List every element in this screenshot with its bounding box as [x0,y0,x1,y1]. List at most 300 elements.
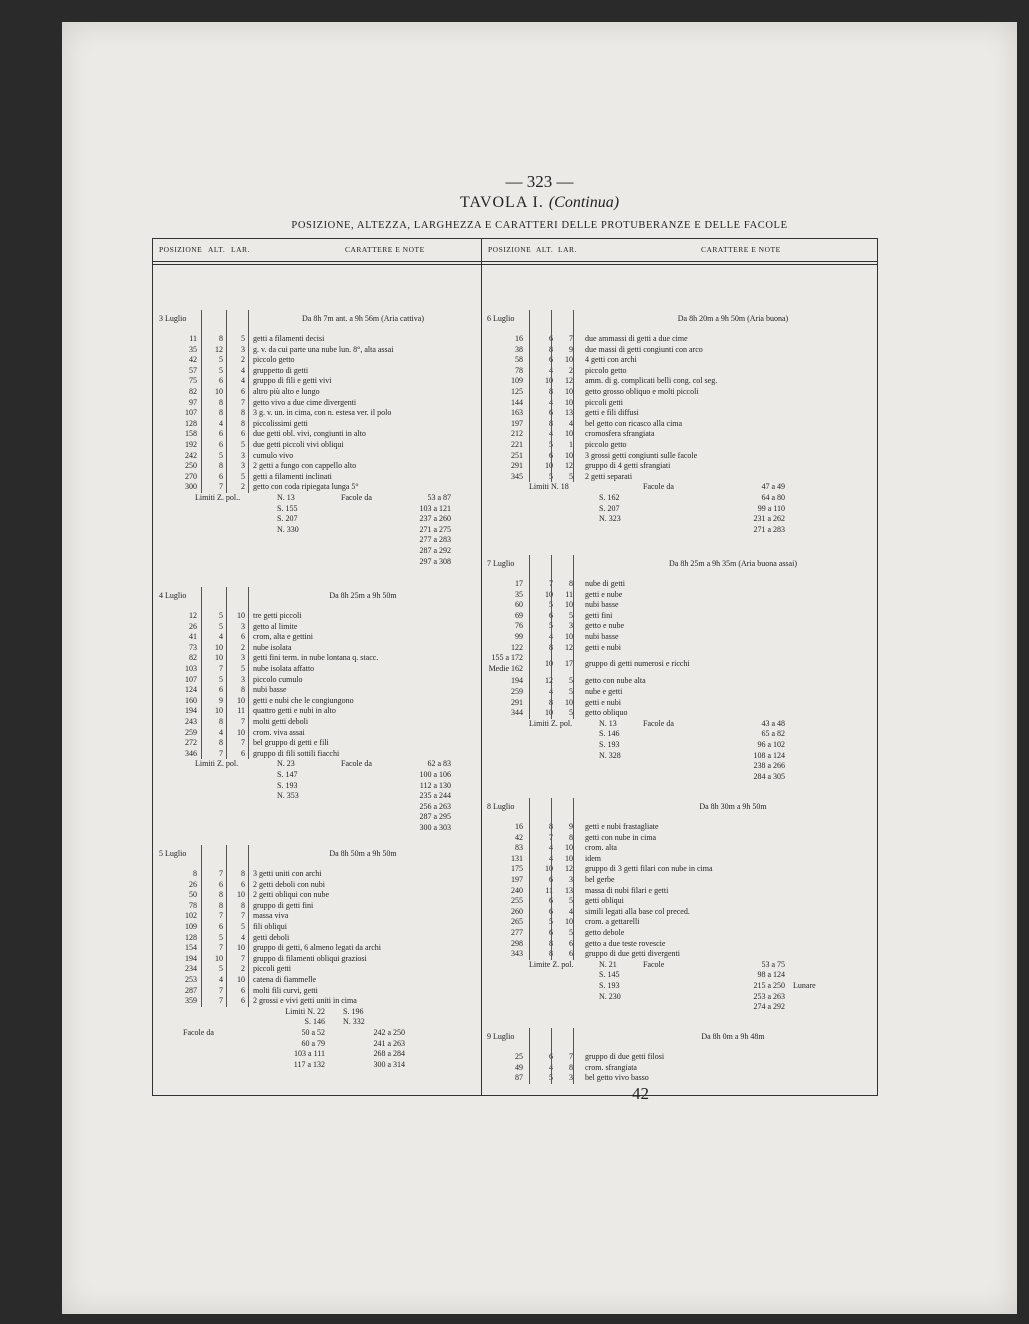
position-value: 78 [515,365,523,375]
position-value: 197 [511,875,523,884]
carattere-note: piccolo getto [253,355,295,365]
carattere-note: getti fini [585,610,613,620]
position-value: 242 [185,450,197,460]
position-value: 99 [515,632,523,641]
carattere-note: crom. viva assai [253,727,305,737]
larghezza-value: 5 [241,922,245,931]
facole-label: Facole da [643,718,674,728]
carattere-note: 2 grossi e vivi getti uniti in cima [253,996,357,1006]
column-rule [248,587,249,759]
position-value: 107 [185,408,197,418]
carattere-note: 3 g. v. un. in cima, con n. estesa ver. il polo [253,408,392,418]
altezza-value: 7 [219,996,223,1006]
limite-value: S. 146 [599,729,620,739]
position-value: 300 [185,482,197,492]
altezza-value: 8 [219,408,223,418]
facole-range: 253 a 263 [753,991,785,1001]
position-value: 255 [511,896,523,906]
carattere-note: gruppo di due getti divergenti [585,949,680,959]
larghezza-value: 11 [565,589,573,599]
altezza-value: 6 [549,450,553,460]
position-value: 35 [189,344,197,354]
day-label: 7 Luglio [487,559,515,568]
position-value: 221 [511,440,523,449]
altezza-value: 5 [219,932,223,942]
larghezza-value: 6 [241,879,245,889]
carattere-note: piccoli getti [253,964,291,974]
altezza-value: 4 [219,418,223,428]
altezza-value: 5 [219,964,223,974]
larghezza-value: 3 [241,621,245,631]
header-alt-right: ALT. [536,245,554,254]
position-value: 49 [515,1062,523,1072]
position-value: 58 [515,355,523,365]
carattere-note: getto vivo a due cime divergenti [253,397,357,407]
altezza-value: 8 [219,900,223,910]
altezza-value: 5 [219,365,223,375]
limite-value: S. 196 [343,1006,364,1016]
position-value: 154 [185,943,197,953]
column-rule [201,310,202,493]
larghezza-value: 7 [241,397,245,407]
position-value: 16 [515,334,523,343]
position-value: 175 [511,864,523,874]
column-rule [573,555,574,719]
altezza-value: 7 [219,943,223,953]
altezza-value: 8 [549,822,553,831]
session-note: Da 8h 25m a 9h 35m (Aria buona assai) [669,559,797,568]
position-value: 158 [185,429,197,439]
carattere-note: crom. alta [585,843,617,853]
position-value: 42 [189,355,197,365]
carattere-note: getti deboli [253,932,290,942]
position-value: 12 [189,611,197,620]
larghezza-value: 10 [565,632,573,641]
facole-range: 297 a 308 [419,556,451,566]
altezza-value: 6 [219,376,223,386]
larghezza-value: 5 [569,687,573,696]
position-value: 82 [189,653,197,663]
altezza-value: 7 [219,664,223,673]
altezza-value: 10 [215,953,223,963]
position-value: 107 [185,674,197,684]
carattere-note: cumulo vivo [253,450,294,460]
facole-range: 98 a 124 [757,970,785,980]
altezza-value: 8 [549,697,553,707]
larghezza-value: 10 [237,943,245,953]
position-value: 8 [193,869,197,878]
session-note: Da 8h 25m a 9h 50m [329,591,397,600]
limite-value: N. 21 [599,959,617,969]
larghezza-value: 10 [565,450,573,460]
position-value: 125 [511,387,523,396]
document-page [62,22,1017,1314]
carattere-note: getto con coda ripiegata lunga 5° [253,482,359,492]
facole-range: 235 a 244 [419,791,451,801]
larghezza-value: 10 [565,600,573,610]
position-value: 26 [189,621,197,631]
carattere-note: gruppo di getti fini [253,900,314,910]
larghezza-value: 7 [569,334,573,343]
carattere-note: crom. a gettarelli [585,917,640,927]
position-value: 194 [185,706,197,716]
facole-range: 103 a 121 [419,503,451,513]
position-value: 291 [511,461,523,471]
limite-value: S. 207 [277,514,298,524]
limite-value: S. 162 [599,493,620,502]
position-value: 144 [511,397,523,407]
position-value: 163 [511,408,523,418]
larghezza-value: 6 [569,938,573,948]
altezza-value: 4 [549,365,553,375]
larghezza-value: 6 [241,387,245,396]
position-value: 60 [515,600,523,610]
larghezza-value: 1 [569,440,573,449]
carattere-note: due getti obl. vivi, congiunti in alto [253,429,366,439]
limite-value: N. 323 [599,514,621,524]
carattere-note: 2 getti obliqui con nube [253,890,329,900]
carattere-note: 3 grossi getti congiunti sulle facole [585,450,698,460]
altezza-value: 5 [549,600,553,610]
position-value: 87 [515,1073,523,1083]
altezza-value: 8 [549,344,553,354]
larghezza-value: 6 [241,429,245,439]
header-carattere-right: CARATTERE E NOTE [701,245,781,254]
carattere-note: getti e nubi [585,697,621,707]
larghezza-value: 2 [241,482,245,492]
limite-value: S. 145 [599,970,620,980]
altezza-value: 4 [219,975,223,984]
position-value: 197 [511,418,523,428]
position-value: 344 [511,708,523,718]
carattere-note: simili legati alla base col preced. [585,906,690,916]
altezza-value: 5 [219,621,223,631]
session-note: Da 8h 30m a 9h 50m [699,802,767,811]
column-rule [248,310,249,493]
position-value: 25 [515,1052,523,1061]
altezza-value: 11 [545,885,553,895]
column-rule [529,1028,530,1084]
table-title [62,194,1017,212]
limite-value: N. 13 [277,493,295,502]
carattere-note: gruppetto di getti [253,365,309,375]
position-value: 128 [185,932,197,942]
altezza-value: 6 [549,896,553,906]
position-value: 69 [515,610,523,620]
position-value: 265 [511,917,523,927]
larghezza-value: 10 [237,611,245,620]
altezza-value: 8 [549,418,553,428]
position-value: 26 [189,879,197,889]
larghezza-value: 5 [241,334,245,343]
altezza-value: 10 [545,864,553,874]
larghezza-value: 17 [565,658,573,668]
position-value: 272 [185,738,197,748]
carattere-note: 4 getti con archi [585,355,637,365]
altezza-value: 4 [549,429,553,439]
position-value: 76 [515,621,523,631]
carattere-note: getto al limite [253,621,298,631]
carattere-note: getto e nube [585,621,625,631]
column-rule [226,845,227,1007]
carattere-note: getti e nube [585,589,623,599]
altezza-value: 8 [549,642,553,652]
position-value: 103 [185,664,197,673]
larghezza-value: 2 [241,642,245,652]
altezza-value: 6 [219,922,223,931]
larghezza-value: 7 [569,1052,573,1061]
facole-range: 268 a 284 [373,1049,405,1059]
position-value: 192 [185,440,197,449]
carattere-note: 2 getti a fungo con cappello alto [253,461,357,471]
column-rule [201,587,202,759]
column-rule [529,310,530,482]
carattere-note: molti fili curvi, getti [253,985,318,995]
position-value: 194 [185,953,197,963]
position-value: 270 [185,471,197,481]
facole-range: 300 a 303 [419,823,451,832]
altezza-value: 10 [545,589,553,599]
carattere-note: getto con nube alta [585,676,646,686]
larghezza-value: 12 [565,461,573,471]
facole-range: 271 a 275 [419,524,451,534]
position-value: 346 [185,748,197,758]
header-lar-left: LAR. [231,245,250,254]
limite-value: N. 330 [277,524,299,534]
facole-range: 43 a 48 [761,718,785,728]
larghezza-value: 4 [241,932,245,942]
altezza-value: 6 [549,610,553,620]
larghezza-value: 8 [569,1062,573,1072]
position-value: 109 [185,922,197,931]
column-rule [551,310,552,482]
altezza-value: 6 [219,879,223,889]
carattere-note: g. v. da cui parte una nube lun. 8°, alta assai [253,344,394,354]
position-value: 212 [511,429,523,439]
larghezza-value: 5 [569,896,573,906]
column-rule [248,845,249,1007]
position-value: 259 [511,687,523,696]
position-value: 122 [511,642,523,652]
footer-number: 42 [632,1084,649,1103]
carattere-note: 2 getti separati [585,471,633,481]
position-value: 160 [185,695,197,705]
session-note: Da 8h 0m a 9h 48m [701,1032,765,1041]
position-value: 240 [511,885,523,895]
larghezza-value: 7 [241,911,245,921]
carattere-note: bel gruppo di getti e fili [253,738,329,748]
larghezza-value: 11 [237,706,245,716]
carattere-note: getti e nubi [585,642,621,652]
larghezza-value: 6 [241,748,245,758]
altezza-value: 10 [545,658,553,668]
carattere-note: getti e fili diffusi [585,408,639,418]
altezza-value: 6 [549,334,553,343]
altezza-value: 5 [219,674,223,684]
facole-range: 242 a 250 [373,1028,405,1037]
facole-label: Facole da [341,493,372,502]
altezza-value: 8 [219,334,223,343]
carattere-note: tre getti piccoli [253,611,302,620]
column-rule [551,798,552,960]
altezza-value: 7 [219,985,223,995]
limite-value: S. 147 [277,770,298,779]
altezza-value: 5 [219,355,223,365]
facole-range: 96 a 102 [757,740,785,749]
position-value: 253 [185,975,197,984]
position-value: 73 [189,642,197,652]
facole-range: 287 a 292 [419,546,451,555]
position-mean: Medie 162 [488,663,523,673]
carattere-note: gruppo di getti numerosi e ricchi [585,658,690,668]
carattere-note: gruppo di getti, 6 almeno legati da archi [253,943,381,953]
altezza-value: 7 [219,869,223,878]
limite-value: Limiti N. 22 [285,1006,325,1016]
altezza-value: 7 [219,911,223,921]
position-value: 243 [185,717,197,726]
altezza-value: 7 [219,748,223,758]
larghezza-value: 5 [569,676,573,686]
altezza-value: 8 [219,890,223,900]
position-value: 82 [189,387,197,396]
limiti-label: Limiti N. 18 [529,482,569,492]
larghezza-value: 3 [241,674,245,684]
carattere-note: nube di getti [585,579,625,588]
facole-label: Facole da [183,1028,214,1037]
carattere-note: piccolo getto [585,365,627,375]
carattere-note: amm. di g. complicati belli cong. col seg. [585,376,718,386]
position-value: 109 [511,376,523,386]
altezza-value: 6 [219,440,223,449]
carattere-note: gruppo di fili e getti vivi [253,376,332,386]
limite-value: N. 328 [599,750,621,760]
larghezza-value: 12 [565,864,573,874]
limite-value: N. 230 [599,991,621,1001]
carattere-note: 3 getti uniti con archi [253,869,322,878]
facole-range: 271 a 283 [753,524,785,534]
position-value: 260 [511,906,523,916]
limite-value: N. 13 [599,718,617,728]
header-rule [153,261,877,262]
carattere-note: idem [585,853,601,863]
lunare-note: Lunare [793,981,816,990]
facole-range: 53 a 75 [761,959,785,969]
carattere-note: nubi basse [585,600,619,610]
carattere-note: quattro getti e nubi in alto [253,706,336,716]
altezza-value: 5 [219,611,223,620]
position-value: 345 [511,471,523,481]
larghezza-value: 12 [565,642,573,652]
column-rule [573,310,574,482]
facole-range: 237 a 260 [419,514,451,524]
facole-range: 108 a 124 [753,750,785,760]
limite-value: N. 23 [277,759,295,769]
larghezza-value: 5 [241,440,245,449]
larghezza-value: 9 [569,822,573,831]
column-rule [551,1028,552,1084]
larghezza-value: 10 [237,975,245,984]
larghezza-value: 3 [569,1073,573,1083]
carattere-note: massa viva [253,911,289,921]
carattere-note: piccolissimi getti [253,418,308,428]
facole-range: 47 a 49 [761,482,785,492]
larghezza-value: 6 [241,985,245,995]
limite-value: S. 207 [599,503,620,513]
larghezza-value: 6 [241,632,245,642]
limite-value: S. 146 [304,1017,325,1027]
header-posizione-right: POSIZIONE [488,245,532,254]
altezza-value: 4 [219,727,223,737]
header-lar-right: LAR. [558,245,577,254]
larghezza-value: 8 [569,579,573,588]
limite-value: S. 193 [599,981,620,990]
carattere-note: piccoli getti [585,397,623,407]
larghezza-value: 4 [569,418,573,428]
altezza-value: 10 [545,376,553,386]
larghezza-value: 2 [241,964,245,974]
larghezza-value: 3 [241,344,245,354]
altezza-value: 6 [219,471,223,481]
carattere-note: getto grosso obliquo e molti piccoli [585,387,699,396]
altezza-value: 8 [219,738,223,748]
day-label: 5 Luglio [159,849,187,858]
altezza-value: 4 [549,853,553,863]
facole-range: 231 a 262 [753,514,785,524]
table-title-main: TAVOLA I. [459,194,544,211]
larghezza-value: 2 [241,355,245,365]
limite-value: N. 332 [343,1017,365,1027]
carattere-note: due getti piccoli vivi obliqui [253,440,344,449]
facole-range: 62 a 83 [427,759,451,769]
carattere-note: getti obliqui [585,896,624,906]
larghezza-value: 3 [241,653,245,663]
larghezza-value: 8 [241,685,245,695]
larghezza-value: 3 [569,621,573,631]
header-carattere-left: CARATTERE E NOTE [345,245,425,254]
larghezza-value: 5 [241,664,245,673]
position-value: 234 [185,964,197,974]
carattere-note: bel getto vivo basso [585,1073,649,1083]
column-rule [529,555,530,719]
carattere-note: gruppo di 4 getti sfrangiati [585,461,671,471]
larghezza-value: 10 [565,355,573,365]
altezza-value: 4 [549,1062,553,1072]
position-value: 41 [189,632,197,642]
carattere-note: due ammassi di getti a due cime [585,334,688,343]
larghezza-value: 5 [241,471,245,481]
position-value: 359 [185,996,197,1006]
position-value: 291 [511,697,523,707]
facole-label: Facole da [643,482,674,492]
column-rule [573,798,574,960]
altezza-value: 5 [549,917,553,927]
limiti-label: Limiti Z. pol.. [195,493,241,502]
larghezza-value: 10 [565,853,573,863]
facole-range: 60 a 79 [301,1038,325,1048]
position-value: 42 [515,832,523,842]
header-posizione-left: POSIZIONE [159,245,203,254]
position-value: 78 [189,900,197,910]
table-subtitle: POSIZIONE, ALTEZZA, LARGHEZZA E CARATTERI DELLE PROTUBERANZE E DELLE FACOLE [291,220,788,231]
limite-value: N. 353 [277,791,299,801]
larghezza-value: 10 [565,429,573,439]
larghezza-value: 9 [569,344,573,354]
altezza-value: 12 [545,676,553,686]
facole-range: 256 a 263 [419,801,451,811]
position-value: 50 [189,890,197,900]
carattere-note: getti con nube in cima [585,832,657,842]
position-value: 124 [185,685,197,695]
